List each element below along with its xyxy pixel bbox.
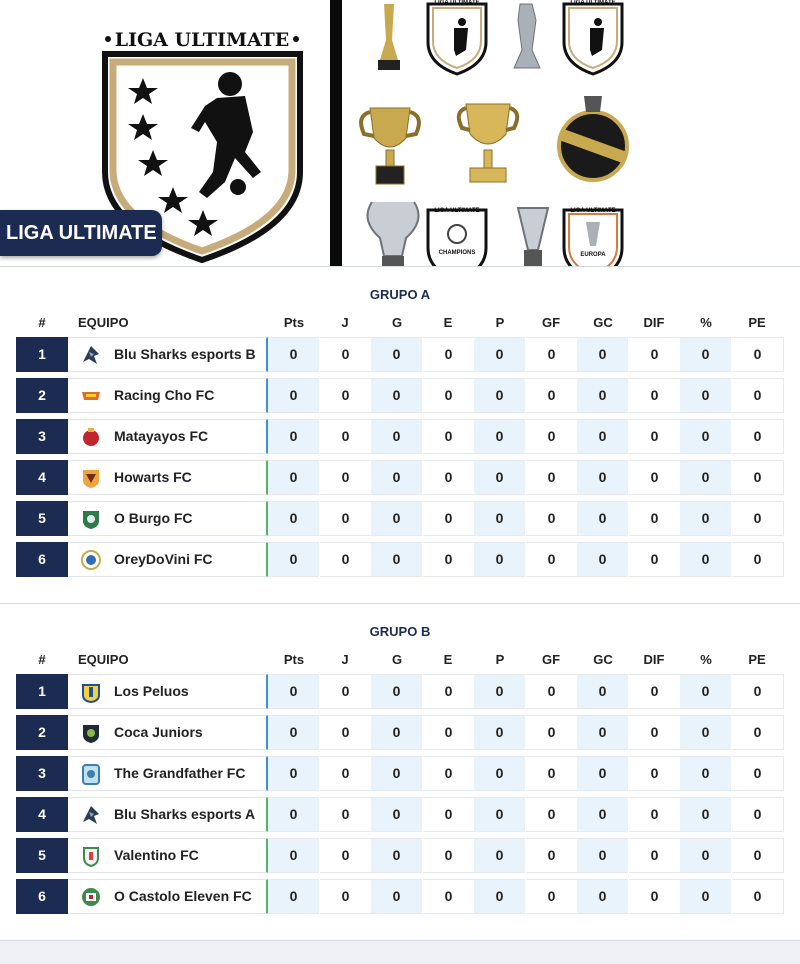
stat-j: 0 bbox=[320, 674, 371, 709]
stat-pe: 0 bbox=[732, 756, 784, 791]
rank-cell: 5 bbox=[16, 838, 68, 873]
standings-group-a bbox=[0, 266, 800, 604]
banner-divider bbox=[330, 0, 342, 266]
stat-g: 0 bbox=[371, 838, 422, 873]
stat-j: 0 bbox=[320, 542, 371, 577]
column-header: J bbox=[341, 652, 349, 667]
stat-e: 0 bbox=[423, 756, 474, 791]
stat-j: 0 bbox=[320, 337, 371, 372]
stat-e: 0 bbox=[423, 715, 474, 750]
stat-pct: 0 bbox=[680, 756, 731, 791]
rank-cell: 6 bbox=[16, 879, 68, 914]
stat-gc: 0 bbox=[577, 501, 628, 536]
stat-pe: 0 bbox=[732, 501, 784, 536]
stat-e: 0 bbox=[423, 378, 474, 413]
stat-pct: 0 bbox=[680, 419, 731, 454]
stat-j: 0 bbox=[320, 838, 371, 873]
svg-text:LIGA ULTIMATE: LIGA ULTIMATE bbox=[570, 0, 616, 6]
stat-dif: 0 bbox=[629, 715, 680, 750]
stat-j: 0 bbox=[320, 879, 371, 914]
stat-gf: 0 bbox=[526, 419, 577, 454]
team-name[interactable]: Coca Juniors bbox=[114, 724, 203, 740]
stat-gc: 0 bbox=[577, 337, 628, 372]
team-cell[interactable] bbox=[68, 542, 269, 577]
column-header: # bbox=[38, 315, 46, 330]
team-name[interactable]: OreyDoVini FC bbox=[114, 551, 213, 567]
column-header: EQUIPO bbox=[78, 652, 129, 667]
column-header: G bbox=[391, 315, 403, 330]
stat-e: 0 bbox=[423, 542, 474, 577]
stat-dif: 0 bbox=[629, 419, 680, 454]
column-header: Pts bbox=[283, 315, 305, 330]
rank-cell: 2 bbox=[16, 378, 68, 413]
column-header: PE bbox=[748, 652, 766, 667]
stat-g: 0 bbox=[371, 756, 422, 791]
team-name[interactable]: O Castolo Eleven FC bbox=[114, 888, 252, 904]
team-cell[interactable] bbox=[68, 674, 269, 709]
stat-gf: 0 bbox=[526, 797, 577, 832]
standings-group-b bbox=[0, 603, 800, 941]
stat-p: 0 bbox=[474, 674, 525, 709]
column-header: GF bbox=[541, 315, 561, 330]
rank-cell: 2 bbox=[16, 715, 68, 750]
team-cell[interactable] bbox=[68, 378, 269, 413]
stat-e: 0 bbox=[423, 460, 474, 495]
stat-gc: 0 bbox=[577, 756, 628, 791]
svg-text:LIGA ULTIMATE: LIGA ULTIMATE bbox=[434, 0, 480, 6]
stat-e: 0 bbox=[423, 337, 474, 372]
stat-gf: 0 bbox=[526, 378, 577, 413]
shark-logo-icon bbox=[80, 344, 102, 366]
oreydovini-logo-icon bbox=[80, 549, 102, 571]
stat-pct: 0 bbox=[680, 715, 731, 750]
team-name[interactable]: The Grandfather FC bbox=[114, 765, 246, 781]
stat-dif: 0 bbox=[629, 337, 680, 372]
trophy-uel-icon bbox=[518, 208, 548, 266]
stat-gc: 0 bbox=[577, 674, 628, 709]
stat-g: 0 bbox=[371, 501, 422, 536]
stat-pct: 0 bbox=[680, 797, 731, 832]
stat-gf: 0 bbox=[526, 838, 577, 873]
team-cell[interactable] bbox=[68, 419, 269, 454]
stat-gc: 0 bbox=[577, 838, 628, 873]
stat-j: 0 bbox=[320, 756, 371, 791]
stat-dif: 0 bbox=[629, 460, 680, 495]
team-name[interactable]: Valentino FC bbox=[114, 847, 199, 863]
column-header: GC bbox=[593, 315, 613, 330]
stat-pe: 0 bbox=[732, 460, 784, 495]
svg-text:LIGA ULTIMATE: LIGA ULTIMATE bbox=[570, 208, 616, 214]
column-header: P bbox=[495, 652, 505, 667]
stat-gc: 0 bbox=[577, 460, 628, 495]
trophy-ucl-icon bbox=[368, 202, 419, 266]
stat-p: 0 bbox=[474, 715, 525, 750]
table-row[interactable] bbox=[16, 797, 784, 832]
stat-g: 0 bbox=[371, 674, 422, 709]
table-row[interactable] bbox=[16, 460, 784, 495]
stat-pe: 0 bbox=[732, 542, 784, 577]
stat-pe: 0 bbox=[732, 838, 784, 873]
stat-p: 0 bbox=[474, 337, 525, 372]
table-header bbox=[0, 315, 800, 331]
stat-j: 0 bbox=[320, 715, 371, 750]
stat-g: 0 bbox=[371, 337, 422, 372]
team-cell[interactable] bbox=[68, 879, 269, 914]
column-header: DIF bbox=[643, 315, 665, 330]
stat-j: 0 bbox=[320, 501, 371, 536]
team-name[interactable]: Los Peluos bbox=[114, 683, 189, 699]
team-name[interactable]: Racing Cho FC bbox=[114, 387, 215, 403]
valentino-logo-icon bbox=[80, 845, 102, 867]
column-header: GC bbox=[593, 652, 613, 667]
stat-p: 0 bbox=[474, 879, 525, 914]
stat-pts: 0 bbox=[268, 542, 319, 577]
team-name[interactable]: Blu Sharks esports A bbox=[114, 806, 256, 822]
stat-pts: 0 bbox=[268, 756, 319, 791]
shark-logo-icon bbox=[80, 804, 102, 826]
table-row[interactable] bbox=[16, 879, 784, 914]
stat-dif: 0 bbox=[629, 378, 680, 413]
crest-title: LIGA ULTIMATE bbox=[114, 29, 290, 51]
stat-pct: 0 bbox=[680, 460, 731, 495]
stat-pts: 0 bbox=[268, 501, 319, 536]
stat-g: 0 bbox=[371, 879, 422, 914]
matayayos-logo-icon bbox=[80, 426, 102, 448]
stat-pts: 0 bbox=[268, 797, 319, 832]
stat-pct: 0 bbox=[680, 542, 731, 577]
table-header bbox=[0, 652, 800, 668]
stat-gf: 0 bbox=[526, 337, 577, 372]
stat-dif: 0 bbox=[629, 542, 680, 577]
castolo-logo-icon bbox=[80, 886, 102, 908]
svg-text:CHAMPIONS: CHAMPIONS bbox=[438, 250, 476, 256]
column-header: J bbox=[341, 315, 349, 330]
stat-gf: 0 bbox=[526, 674, 577, 709]
stat-p: 0 bbox=[474, 501, 525, 536]
column-header: PE bbox=[748, 315, 766, 330]
stat-pct: 0 bbox=[680, 378, 731, 413]
stat-pct: 0 bbox=[680, 337, 731, 372]
team-cell[interactable] bbox=[68, 337, 269, 372]
stat-e: 0 bbox=[423, 501, 474, 536]
trophies-collage-icon bbox=[350, 0, 640, 266]
trophy-gold-cup-icon bbox=[361, 108, 419, 184]
trophy-gold-cup-icon bbox=[459, 104, 517, 182]
stat-pts: 0 bbox=[268, 419, 319, 454]
table-row[interactable] bbox=[16, 715, 784, 750]
stat-gc: 0 bbox=[577, 542, 628, 577]
stat-pts: 0 bbox=[268, 460, 319, 495]
trophy-dark-medal-icon bbox=[559, 96, 627, 180]
rank-cell: 4 bbox=[16, 797, 68, 832]
stat-pct: 0 bbox=[680, 674, 731, 709]
stat-e: 0 bbox=[423, 838, 474, 873]
stat-pe: 0 bbox=[732, 674, 784, 709]
group-title: GRUPO A bbox=[369, 287, 431, 302]
column-header: G bbox=[391, 652, 403, 667]
stat-pe: 0 bbox=[732, 879, 784, 914]
stat-p: 0 bbox=[474, 460, 525, 495]
rank-cell: 3 bbox=[16, 756, 68, 791]
stat-gc: 0 bbox=[577, 797, 628, 832]
stat-g: 0 bbox=[371, 460, 422, 495]
rank-cell: 6 bbox=[16, 542, 68, 577]
stat-pe: 0 bbox=[732, 715, 784, 750]
table-row[interactable] bbox=[16, 337, 784, 372]
coca-juniors-logo-icon bbox=[80, 722, 102, 744]
stat-gc: 0 bbox=[577, 378, 628, 413]
stat-g: 0 bbox=[371, 378, 422, 413]
howarts-logo-icon bbox=[80, 467, 102, 489]
stat-pct: 0 bbox=[680, 879, 731, 914]
stat-pct: 0 bbox=[680, 501, 731, 536]
stat-p: 0 bbox=[474, 419, 525, 454]
stat-pts: 0 bbox=[268, 715, 319, 750]
column-header: E bbox=[443, 652, 453, 667]
column-header: % bbox=[700, 315, 712, 330]
svg-text:EUROPA: EUROPA bbox=[580, 252, 606, 258]
stat-gc: 0 bbox=[577, 879, 628, 914]
column-header: # bbox=[38, 652, 46, 667]
team-cell[interactable] bbox=[68, 756, 269, 791]
stat-p: 0 bbox=[474, 756, 525, 791]
table-row[interactable] bbox=[16, 501, 784, 536]
stat-pts: 0 bbox=[268, 879, 319, 914]
trophy-shield-icon bbox=[428, 0, 486, 74]
team-name[interactable]: O Burgo FC bbox=[114, 510, 193, 526]
team-name[interactable]: Matayayos FC bbox=[114, 428, 209, 444]
group-title: GRUPO B bbox=[369, 624, 431, 639]
team-name[interactable]: Howarts FC bbox=[114, 469, 192, 485]
rank-cell: 4 bbox=[16, 460, 68, 495]
stat-pct: 0 bbox=[680, 838, 731, 873]
column-header: EQUIPO bbox=[78, 315, 129, 330]
stat-dif: 0 bbox=[629, 838, 680, 873]
column-header: Pts bbox=[283, 652, 305, 667]
stat-p: 0 bbox=[474, 542, 525, 577]
team-cell[interactable] bbox=[68, 501, 269, 536]
stat-g: 0 bbox=[371, 797, 422, 832]
stat-e: 0 bbox=[423, 419, 474, 454]
stat-p: 0 bbox=[474, 797, 525, 832]
stat-pts: 0 bbox=[268, 337, 319, 372]
table-row[interactable] bbox=[16, 542, 784, 577]
oburgo-logo-icon bbox=[80, 508, 102, 530]
league-name-badge: LIGA ULTIMATE bbox=[0, 210, 162, 256]
rank-cell: 5 bbox=[16, 501, 68, 536]
stat-pts: 0 bbox=[268, 378, 319, 413]
stat-gc: 0 bbox=[577, 715, 628, 750]
table-row[interactable] bbox=[16, 674, 784, 709]
table-row[interactable] bbox=[16, 756, 784, 791]
team-cell[interactable] bbox=[68, 460, 269, 495]
table-row[interactable] bbox=[16, 419, 784, 454]
stat-pe: 0 bbox=[732, 797, 784, 832]
trophy-shield-icon bbox=[564, 208, 622, 266]
team-name[interactable]: Blu Sharks esports B bbox=[114, 346, 256, 362]
trophy-silver-icon bbox=[514, 4, 540, 68]
column-header: E bbox=[443, 315, 453, 330]
rank-cell: 1 bbox=[16, 337, 68, 372]
stat-pe: 0 bbox=[732, 419, 784, 454]
stat-p: 0 bbox=[474, 838, 525, 873]
stat-gf: 0 bbox=[526, 879, 577, 914]
stat-pts: 0 bbox=[268, 674, 319, 709]
table-row[interactable] bbox=[16, 838, 784, 873]
stat-g: 0 bbox=[371, 715, 422, 750]
stat-g: 0 bbox=[371, 419, 422, 454]
team-cell[interactable] bbox=[68, 797, 269, 832]
grandfather-logo-icon bbox=[80, 763, 102, 785]
stat-gf: 0 bbox=[526, 460, 577, 495]
column-header: GF bbox=[541, 652, 561, 667]
stat-j: 0 bbox=[320, 460, 371, 495]
column-header: % bbox=[700, 652, 712, 667]
peluos-logo-icon bbox=[80, 681, 102, 703]
team-cell[interactable] bbox=[68, 715, 269, 750]
column-header: P bbox=[495, 315, 505, 330]
table-row[interactable] bbox=[16, 378, 784, 413]
racing-logo-icon bbox=[80, 385, 102, 407]
stat-e: 0 bbox=[423, 674, 474, 709]
column-header: DIF bbox=[643, 652, 665, 667]
trophy-gold-tall-icon bbox=[378, 4, 400, 70]
stat-dif: 0 bbox=[629, 501, 680, 536]
stat-dif: 0 bbox=[629, 674, 680, 709]
stat-gf: 0 bbox=[526, 756, 577, 791]
trophy-shield-icon bbox=[428, 208, 486, 266]
stat-pe: 0 bbox=[732, 337, 784, 372]
stat-gf: 0 bbox=[526, 542, 577, 577]
team-cell[interactable] bbox=[68, 838, 269, 873]
stat-j: 0 bbox=[320, 419, 371, 454]
rank-cell: 1 bbox=[16, 674, 68, 709]
svg-text:LIGA ULTIMATE: LIGA ULTIMATE bbox=[434, 208, 480, 214]
trophy-shield-icon bbox=[564, 0, 622, 74]
stat-gc: 0 bbox=[577, 419, 628, 454]
stat-dif: 0 bbox=[629, 797, 680, 832]
stat-pts: 0 bbox=[268, 838, 319, 873]
stat-pe: 0 bbox=[732, 378, 784, 413]
stat-j: 0 bbox=[320, 797, 371, 832]
stat-dif: 0 bbox=[629, 879, 680, 914]
stat-e: 0 bbox=[423, 797, 474, 832]
rank-cell: 3 bbox=[16, 419, 68, 454]
stat-gf: 0 bbox=[526, 501, 577, 536]
stat-j: 0 bbox=[320, 378, 371, 413]
stat-dif: 0 bbox=[629, 756, 680, 791]
stat-p: 0 bbox=[474, 378, 525, 413]
stat-g: 0 bbox=[371, 542, 422, 577]
stat-gf: 0 bbox=[526, 715, 577, 750]
stat-e: 0 bbox=[423, 879, 474, 914]
